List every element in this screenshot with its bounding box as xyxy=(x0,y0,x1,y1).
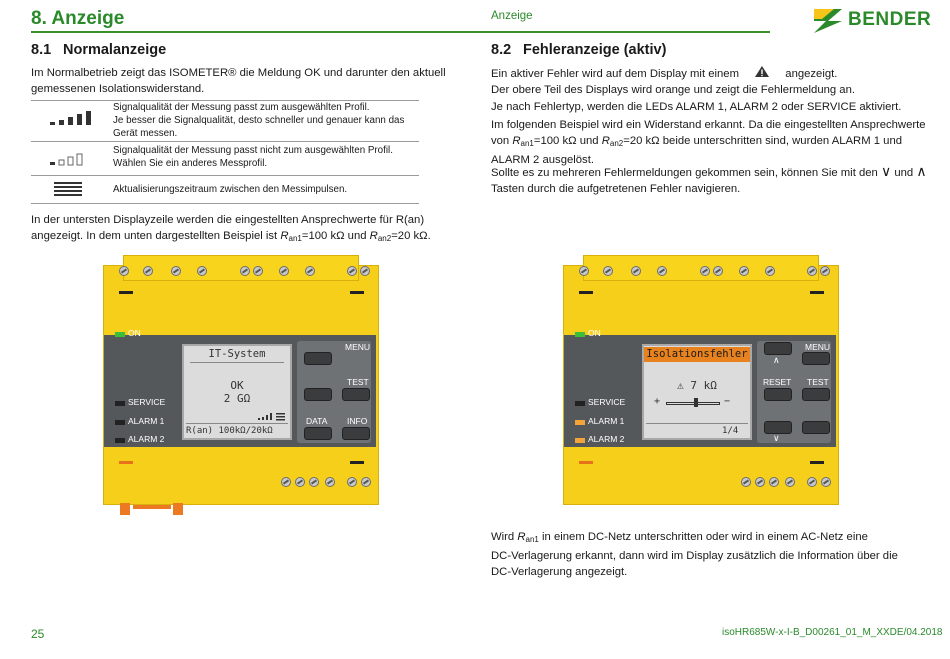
text-line: =20 kΩ. xyxy=(391,230,431,242)
text-line: Tasten durch die aufgetretenen Fehler navigieren. xyxy=(491,183,741,195)
screw-icon xyxy=(347,477,357,487)
text-line: DC-Verlagerung angezeigt. xyxy=(491,566,628,578)
paragraph xyxy=(491,163,927,197)
blank-button[interactable] xyxy=(802,421,830,434)
text-line: von xyxy=(491,135,513,147)
led-label: ALARM 1 xyxy=(128,416,165,426)
screw-icon xyxy=(197,266,207,276)
connector-pin xyxy=(173,503,183,515)
test-button[interactable] xyxy=(802,388,830,401)
screw-icon xyxy=(360,266,370,276)
symbol: R xyxy=(369,230,378,242)
arrow-down-icon: ∨ xyxy=(880,163,892,179)
arrow-up-icon: ∧ xyxy=(916,163,927,179)
screw-icon xyxy=(820,266,830,276)
screw-icon xyxy=(807,477,817,487)
vent-slot xyxy=(810,461,824,464)
paragraph xyxy=(31,212,431,247)
button-label: MENU xyxy=(345,342,371,352)
led-on xyxy=(575,332,585,337)
table-cell: Aktualisierungszeitraum zwischen den Messimpulsen. xyxy=(113,184,348,195)
screw-icon xyxy=(325,477,335,487)
warning-icon xyxy=(742,65,782,78)
lcd-plus: + xyxy=(654,396,661,407)
led-service xyxy=(115,401,125,406)
text-line: DC-Verlagerung erkannt, dann wird im Display zusätzlich die Information über die xyxy=(491,550,898,562)
screw-icon xyxy=(807,266,817,276)
section-title: Fehleranzeige (aktiv) xyxy=(523,42,667,58)
button-label: DATA xyxy=(306,416,328,426)
screw-icon xyxy=(253,266,263,276)
signal-poor-icon xyxy=(50,150,96,168)
lcd-signal-icon xyxy=(258,412,288,421)
text-line: =20 kΩ beide unterschritten sind, wurden ALARM 1 und xyxy=(623,135,903,147)
header-rule xyxy=(31,31,770,33)
led-label: ON xyxy=(588,328,601,338)
table-row xyxy=(113,183,347,196)
paragraph xyxy=(491,65,855,98)
page-number: 25 xyxy=(31,627,45,641)
lcd-display xyxy=(642,344,752,440)
lcd-title: IT-System xyxy=(208,348,266,360)
screw-icon xyxy=(361,477,371,487)
led-service xyxy=(575,401,585,406)
section-number: 8.1 xyxy=(31,42,52,58)
update-period-icon xyxy=(54,181,84,197)
screw-icon xyxy=(603,266,613,276)
table-rule xyxy=(31,175,419,176)
lcd-slider xyxy=(666,402,720,405)
symbol: R xyxy=(517,531,526,543)
text-line: Im folgenden Beispiel wird ein Widerstand erkannt. Da die eingestellten Ansprechwerte xyxy=(491,119,926,131)
screw-icon xyxy=(700,266,710,276)
bender-logo-text: BENDER xyxy=(848,9,932,30)
led-label: SERVICE xyxy=(128,397,166,407)
lcd-footer: 1/4 xyxy=(722,426,739,436)
lcd-divider xyxy=(186,423,288,424)
menu-button[interactable] xyxy=(802,352,830,365)
screw-icon xyxy=(305,266,315,276)
button-label: RESET xyxy=(763,377,792,387)
text-line: =100 kΩ und xyxy=(301,230,370,242)
document-id: isoHR685W-x-I-B_D00261_01_M_XXDE/04.2018 xyxy=(722,627,943,638)
screw-icon xyxy=(765,266,775,276)
section-number: 8.2 xyxy=(491,42,512,58)
section-heading-8-1 xyxy=(31,42,166,58)
lcd-value: 2 GΩ xyxy=(223,392,251,405)
vent-slot xyxy=(350,461,364,464)
blank-button[interactable] xyxy=(304,388,332,401)
table-cell: Signalqualität der Messung passt nicht zum ausgewählten Profil. xyxy=(113,145,393,156)
symbol: R xyxy=(280,230,289,242)
table-row xyxy=(113,101,404,140)
subscript: an2 xyxy=(609,139,624,148)
text-line: Im Normalbetrieb zeigt das ISOMETER® die Meldung OK und darunter den aktuell xyxy=(31,67,446,79)
text-line: Je nach Fehlertyp, werden die LEDs ALARM 1, ALARM 2 oder SERVICE aktiviert. xyxy=(491,101,902,113)
subscript: an2 xyxy=(377,234,392,243)
running-title: Anzeige xyxy=(491,10,533,22)
text-line: angezeigt. In dem unten dargestellten Beispiel ist xyxy=(31,230,281,242)
text-line: ALARM 2 ausgelöst. xyxy=(491,154,594,166)
lcd-value: ⚠ 7 kΩ xyxy=(677,379,717,392)
table-cell: Signalqualität der Messung passt zum ausgewählten Profil. xyxy=(113,102,370,113)
lcd-slider-thumb xyxy=(694,398,698,407)
text-line: Wird xyxy=(491,531,518,543)
vent-slot xyxy=(579,461,593,464)
vent-slot xyxy=(119,461,133,464)
text-line: in einem DC-Netz unterschritten oder wird in einem AC-Netz eine xyxy=(538,531,868,543)
lcd-status: OK xyxy=(230,379,244,392)
screw-icon xyxy=(143,266,153,276)
arrow-up-icon: ∧ xyxy=(773,355,780,365)
led-label: ON xyxy=(128,328,141,338)
screw-icon xyxy=(631,266,641,276)
button-label: TEST xyxy=(347,377,369,387)
screw-icon xyxy=(755,477,765,487)
lcd-title: Isolationsfehler xyxy=(644,347,750,362)
led-on xyxy=(115,332,125,337)
text-line: angezeigt. xyxy=(785,68,838,80)
vent-slot xyxy=(810,291,824,294)
screw-icon xyxy=(821,477,831,487)
vent-slot xyxy=(350,291,364,294)
screw-icon xyxy=(713,266,723,276)
screw-icon xyxy=(741,477,751,487)
section-heading-8-2 xyxy=(491,42,666,58)
data-button[interactable] xyxy=(304,427,332,440)
table-cell: Wählen Sie ein anderes Messprofil. xyxy=(113,158,268,169)
button-label: MENU xyxy=(805,342,831,352)
screw-icon xyxy=(119,266,129,276)
table-cell: Gerät messen. xyxy=(113,128,178,139)
arrow-down-icon: ∨ xyxy=(773,433,780,443)
screw-icon xyxy=(279,266,289,276)
led-alarm1 xyxy=(115,420,125,425)
screw-icon xyxy=(785,477,795,487)
paragraph xyxy=(31,65,446,97)
subscript: an1 xyxy=(288,234,302,243)
lcd-footer: R(an) 100kΩ/20kΩ xyxy=(186,426,273,436)
text-line: und xyxy=(894,167,914,179)
lcd-divider xyxy=(190,362,284,363)
button-label: INFO xyxy=(347,416,368,426)
device-left xyxy=(103,255,379,515)
led-alarm2 xyxy=(115,438,125,443)
screw-icon xyxy=(657,266,667,276)
table-row xyxy=(113,144,393,170)
chapter-title: 8. Anzeige xyxy=(31,8,125,29)
table-rule xyxy=(31,141,419,142)
lcd-display xyxy=(182,344,292,440)
symbol: R xyxy=(512,135,521,147)
screw-icon xyxy=(171,266,181,276)
test-button[interactable] xyxy=(342,388,370,401)
paragraph xyxy=(491,99,901,115)
led-label: SERVICE xyxy=(588,397,626,407)
paragraph xyxy=(491,529,898,580)
screw-icon xyxy=(769,477,779,487)
lcd-divider xyxy=(646,423,748,424)
screw-icon xyxy=(240,266,250,276)
led-label: ALARM 1 xyxy=(588,416,625,426)
table-cell: Je besser die Signalqualität, desto schneller und genauer kann das xyxy=(113,115,405,126)
info-button[interactable] xyxy=(342,427,370,440)
led-label: ALARM 2 xyxy=(588,434,625,444)
vent-slot xyxy=(579,291,593,294)
button-label: TEST xyxy=(807,377,829,387)
table-rule xyxy=(31,203,419,204)
screw-icon xyxy=(309,477,319,487)
connector-rail xyxy=(133,505,171,509)
connector-pin xyxy=(120,503,130,515)
section-title: Normalanzeige xyxy=(63,42,167,58)
text-line: Der obere Teil des Displays wird orange und zeigt die Fehlermeldung an. xyxy=(491,84,856,96)
device-right xyxy=(563,255,839,515)
text-line: Sollte es zu mehreren Fehlermeldungen gekommen sein, können Sie mit den xyxy=(491,167,878,179)
text-line: Ein aktiver Fehler wird auf dem Display mit einem xyxy=(491,68,739,80)
signal-good-icon xyxy=(50,110,96,128)
text-line: In der untersten Displayzeile werden die eingestellten Ansprechwerte für R(an) xyxy=(31,214,425,226)
menu-button[interactable] xyxy=(304,352,332,365)
screw-icon xyxy=(281,477,291,487)
screw-icon xyxy=(739,266,749,276)
text-line: gemessenen Isolationswiderstand. xyxy=(31,83,205,95)
paragraph xyxy=(491,117,926,168)
screw-icon xyxy=(295,477,305,487)
up-button[interactable] xyxy=(764,342,792,355)
led-alarm1 xyxy=(575,420,585,425)
led-label: ALARM 2 xyxy=(128,434,165,444)
subscript: an1 xyxy=(525,535,539,544)
text-line: =100 kΩ und xyxy=(533,135,602,147)
screw-icon xyxy=(347,266,357,276)
vent-slot xyxy=(119,291,133,294)
lcd-minus: − xyxy=(724,396,731,407)
screw-icon xyxy=(579,266,589,276)
led-alarm2 xyxy=(575,438,585,443)
subscript: an1 xyxy=(520,139,534,148)
bender-logo-icon xyxy=(812,7,846,34)
symbol: R xyxy=(601,135,610,147)
reset-button[interactable] xyxy=(764,388,792,401)
